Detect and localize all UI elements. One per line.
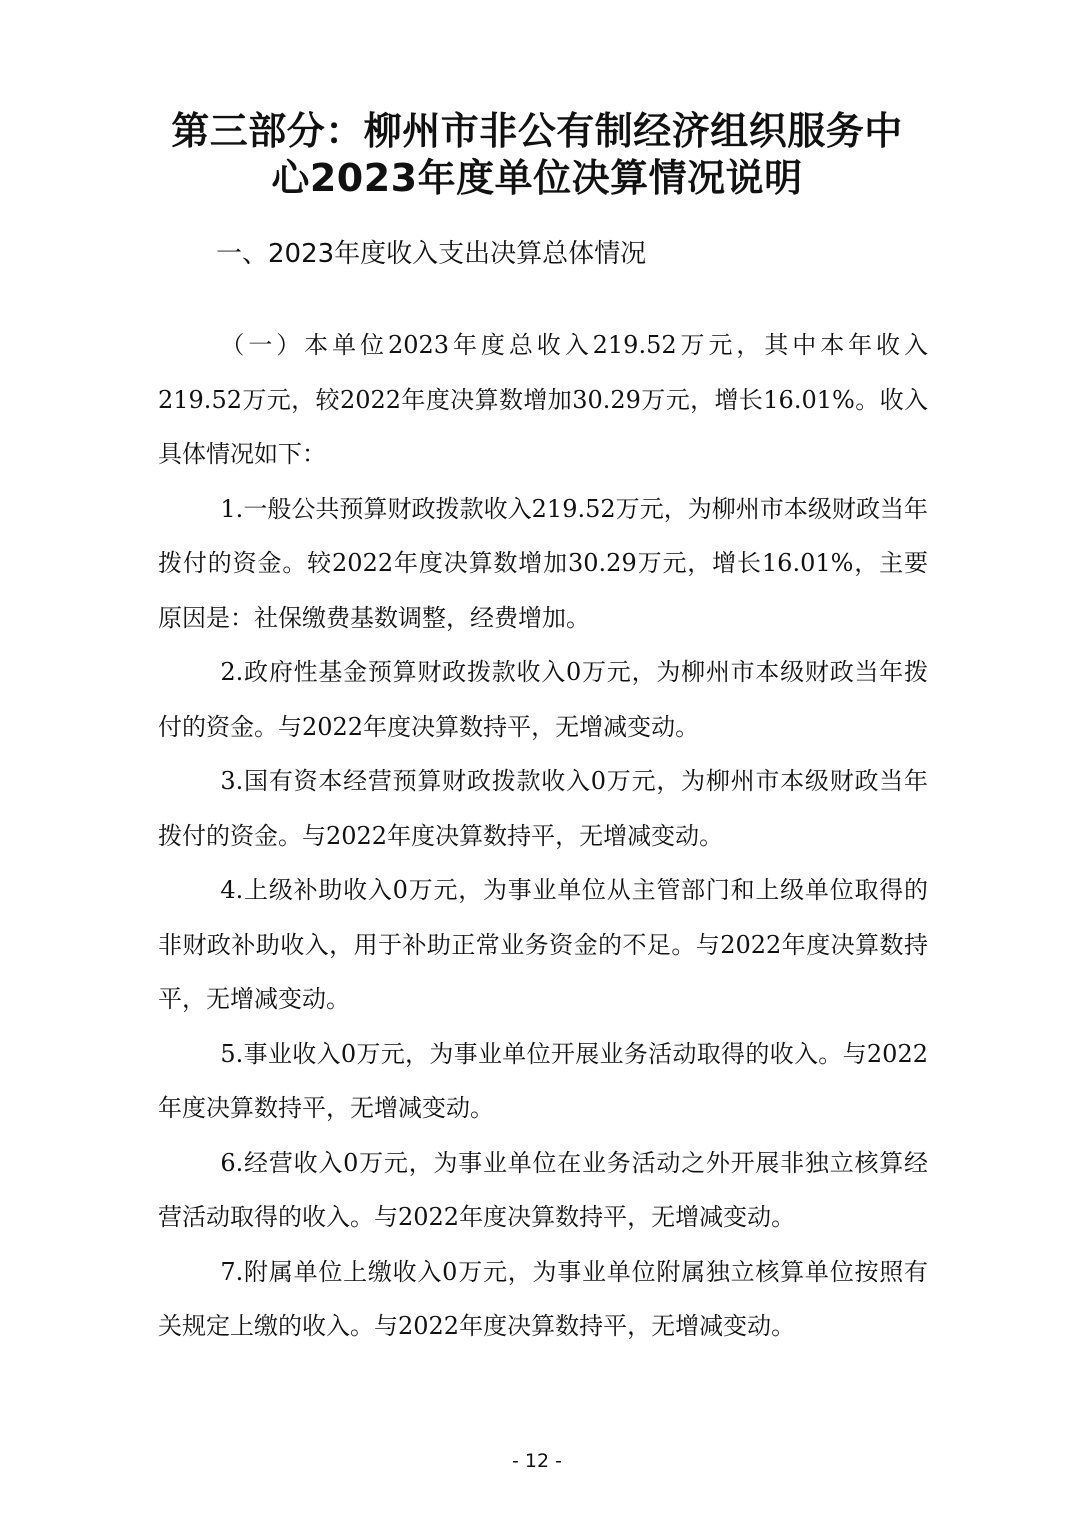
paragraph-item-7: 7.附属单位上缴收入0万元，为事业单位附属独立核算单位按照有关规定上缴的收入。与2022年度决算数持平，无增减变动。 bbox=[158, 1257, 928, 1340]
page-number: - 12 - bbox=[512, 1450, 562, 1472]
paragraph-item-2: 2.政府性基金预算财政拨款收入0万元，为柳州市本级财政当年拨付的资金。与2022年度决算数持平，无增减变动。 bbox=[158, 658, 928, 741]
paragraph-item-1: 1.一般公共预算财政拨款收入219.52万元，为柳州市本级财政当年拨付的资金。较2022年度决算数增加30.29万元，增长16.01%，主要原因是：社保缴费基数调整，经费增加。 bbox=[158, 494, 928, 632]
page-title bbox=[150, 108, 924, 202]
paragraph-item-4: 4.上级补助收入0万元，为事业单位从主管部门和上级单位取得的非财政补助收入，用于补助正常业务资金的不足。与2022年度决算数持平，无增减变动。 bbox=[158, 876, 928, 1013]
paragraph-item-5: 5.事业收入0万元，为事业单位开展业务活动取得的收入。与2022年度决算数持平，无增减变动。 bbox=[158, 1039, 928, 1122]
paragraph-intro: （一）本单位2023年度总收入219.52万元，其中本年收入219.52万元，较2022年度决算数增加30.29万元，增长16.01%。收入具体情况如下： bbox=[158, 331, 928, 468]
section-heading: 一、2023年度收入支出决算总体情况 bbox=[216, 239, 647, 269]
paragraph-item-3: 3.国有资本经营预算财政拨款收入0万元，为柳州市本级财政当年拨付的资金。与2022年度决算数持平，无增减变动。 bbox=[158, 767, 928, 850]
title-line-1: 第三部分：柳州市非公有制经济组织服务中 bbox=[171, 109, 903, 153]
title-line-2: 心2023年度单位决算情况说明 bbox=[271, 156, 803, 200]
body-text bbox=[158, 318, 928, 1354]
paragraph-item-6: 6.经营收入0万元，为事业单位在业务活动之外开展非独立核算经营活动取得的收入。与2022年度决算数持平，无增减变动。 bbox=[158, 1148, 928, 1231]
